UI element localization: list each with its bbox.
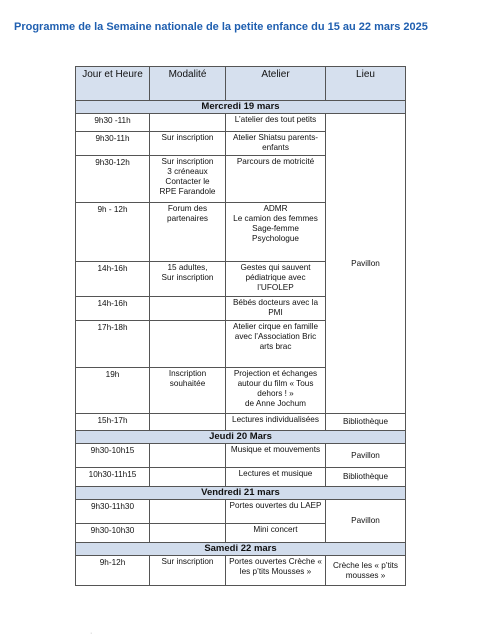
cell-lieu: Bibliothèque <box>326 468 406 487</box>
table-row <box>76 556 406 586</box>
cell-heure: 19h <box>76 368 150 414</box>
cell-atelier: ADMR Le camion des femmes Sage-femme Psychologue <box>226 203 326 262</box>
cell-modalite: Sur inscription <box>150 132 226 156</box>
document-title: Programme de la Semaine nationale de la petite enfance du 15 au 22 mars 2025 <box>14 21 428 33</box>
cell-heure: 9h30-11h30 <box>76 500 150 524</box>
cell-heure: 9h30-11h <box>76 132 150 156</box>
cell-atelier: Portes ouvertes Crèche « les p’tits Mousses » <box>226 556 326 586</box>
cell-modalite: Forum des partenaires <box>150 203 226 262</box>
cell-modalite <box>150 297 226 321</box>
header-lieu: Lieu <box>326 67 406 101</box>
header-jour-heure: Jour et Heure <box>76 67 150 101</box>
cell-atelier: Bébés docteurs avec la PMI <box>226 297 326 321</box>
cell-modalite <box>150 468 226 487</box>
cell-lieu: Pavillon <box>326 500 406 543</box>
cell-lieu: Crèche les « p’tits mousses » <box>326 556 406 586</box>
cell-modalite: 15 adultes, Sur inscription <box>150 262 226 297</box>
page-mark: · <box>90 630 93 637</box>
day-label: Vendredi 21 mars <box>76 487 406 500</box>
cell-atelier: Projection et échanges autour du film « Tous dehors ! » de Anne Jochum <box>226 368 326 414</box>
table-header-row <box>76 67 406 101</box>
cell-atelier: Lectures individualisées <box>226 414 326 431</box>
cell-modalite <box>150 321 226 368</box>
cell-heure: 14h-16h <box>76 262 150 297</box>
day-label: Jeudi 20 Mars <box>76 431 406 444</box>
cell-atelier: L’atelier des tout petits <box>226 114 326 132</box>
header-atelier: Atelier <box>226 67 326 101</box>
cell-heure: 9h30-10h30 <box>76 524 150 543</box>
cell-modalite <box>150 524 226 543</box>
cell-atelier: Mini concert <box>226 524 326 543</box>
cell-modalite <box>150 414 226 431</box>
day-header-row <box>76 431 406 444</box>
cell-heure: 9h30 -11h <box>76 114 150 132</box>
cell-modalite <box>150 500 226 524</box>
cell-modalite: Sur inscription 3 créneaux Contacter le RPE Farandole <box>150 156 226 203</box>
cell-modalite <box>150 444 226 468</box>
cell-modalite: Sur inscription <box>150 556 226 586</box>
cell-lieu: Pavillon <box>326 114 406 414</box>
cell-atelier: Lectures et musique <box>226 468 326 487</box>
table-row <box>76 468 406 487</box>
day-label: Samedi 22 mars <box>76 543 406 556</box>
cell-heure: 14h-16h <box>76 297 150 321</box>
cell-heure: 9h30-12h <box>76 156 150 203</box>
day-header-row <box>76 101 406 114</box>
cell-atelier: Atelier Shiatsu parents-enfants <box>226 132 326 156</box>
day-header-row <box>76 487 406 500</box>
programme-table <box>75 66 406 586</box>
day-header-row <box>76 543 406 556</box>
cell-heure: 10h30-11h15 <box>76 468 150 487</box>
cell-atelier: Parcours de motricité <box>226 156 326 203</box>
cell-modalite: Inscription souhaitée <box>150 368 226 414</box>
cell-heure: 17h-18h <box>76 321 150 368</box>
table-row <box>76 500 406 524</box>
cell-lieu: Bibliothèque <box>326 414 406 431</box>
cell-modalite <box>150 114 226 132</box>
cell-atelier: Gestes qui sauvent pédiatrique avec l’UFOLEP <box>226 262 326 297</box>
table-row <box>76 414 406 431</box>
cell-atelier: Atelier cirque en famille avec l’Association Bric arts brac <box>226 321 326 368</box>
cell-lieu: Pavillon <box>326 444 406 468</box>
cell-heure: 15h-17h <box>76 414 150 431</box>
cell-atelier: Portes ouvertes du LAEP <box>226 500 326 524</box>
table-row <box>76 444 406 468</box>
cell-heure: 9h-12h <box>76 556 150 586</box>
day-label: Mercredi 19 mars <box>76 101 406 114</box>
cell-heure: 9h30-10h15 <box>76 444 150 468</box>
table-row <box>76 114 406 132</box>
header-modalite: Modalité <box>150 67 226 101</box>
cell-atelier: Musique et mouvements <box>226 444 326 468</box>
cell-heure: 9h - 12h <box>76 203 150 262</box>
